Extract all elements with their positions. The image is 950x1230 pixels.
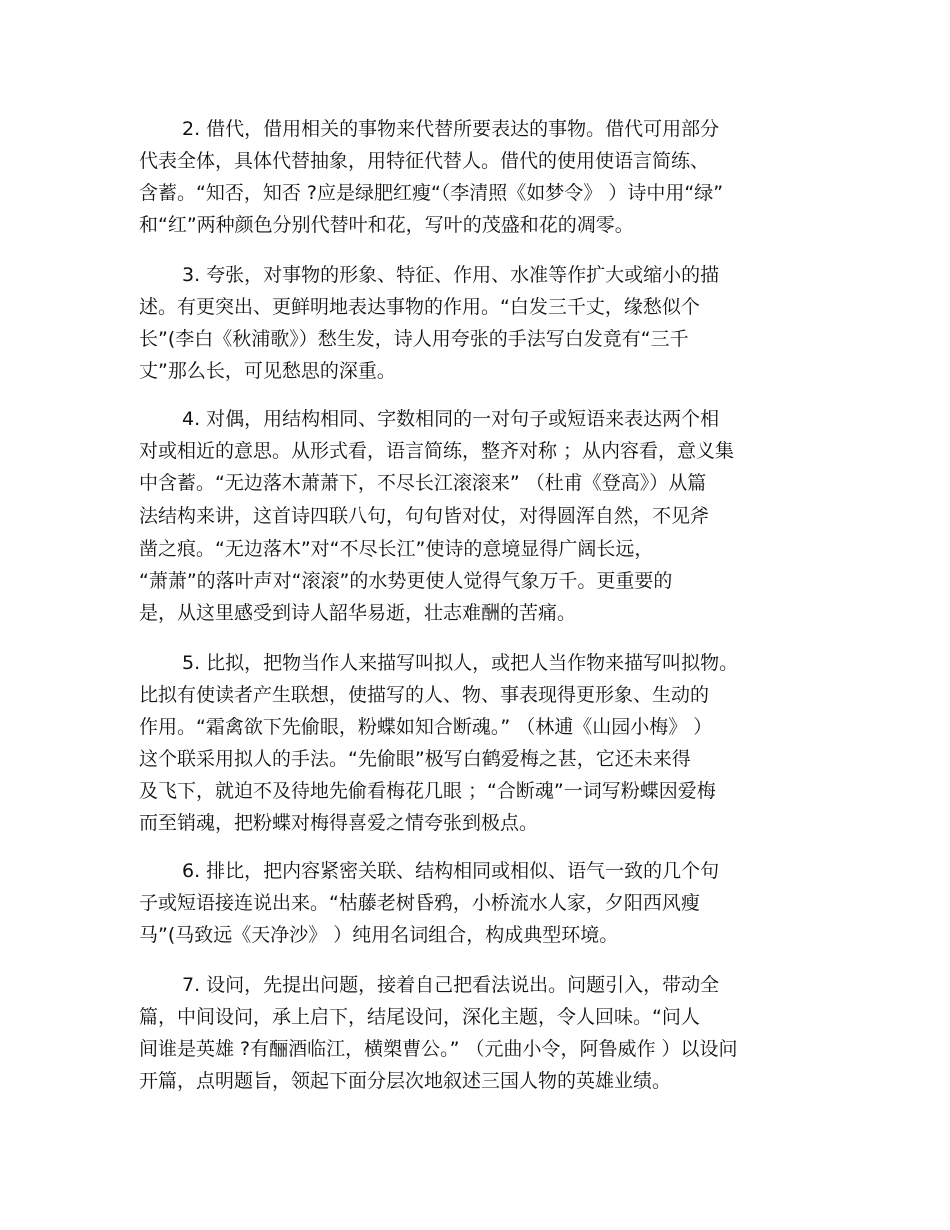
paragraph-line: 和“红”两种颜色分别代替叶和花，写叶的茂盛和花的凋零。 <box>139 214 634 236</box>
paragraph-line: 长”(李白《秋浦歌》）愁生发，诗人用夸张的手法写白发竟有“三千 <box>139 328 689 350</box>
paragraph-line: “萧萧”的落叶声对“滚滚”的水势更使人觉得气象万千。更重要的 <box>139 570 673 592</box>
paragraph-line: 这个联采用拟人的手法。“先偷眼”极写白鹤爱梅之甚，它还未来得 <box>139 748 691 770</box>
paragraph-line: 篇，中间设问，承上启下，结尾设问，深化主题，令人回味。“问人 <box>139 1006 700 1028</box>
paragraph-line: 含蓄。“知否，知否 ?应是绿肥红瘦“（李清照《如梦令》 ）诗中用“绿” <box>139 182 724 204</box>
paragraph-line: 述。有更突出、更鲜明地表达事物的作用。“白发三千丈，缘愁似个 <box>139 296 700 318</box>
paragraph-line: 法结构来讲，这首诗四联八句，句句皆对仗，对得圆浑自然，不见斧 <box>139 505 710 527</box>
paragraph-line: 对或相近的意思。从形式看，语言简练，整齐对称 ；从内容看，意义集 <box>139 440 735 462</box>
paragraph-line: 4. 对偶，用结构相同、字数相同的一对句子或短语来表达两个相 <box>182 408 720 430</box>
paragraph-line: 作用。“霜禽欲下先偷眼，粉蝶如知合断魂。” （林逋《山园小梅》 ） <box>139 716 713 738</box>
paragraph-line: 开篇，点明题旨，领起下面分层次地叙述三国人物的英雄业绩。 <box>139 1070 672 1092</box>
paragraph-line: 3. 夸张，对事物的形象、特征、作用、水准等作扩大或缩小的描 <box>182 264 720 286</box>
paragraph-line: 马”(马致远《天净沙》 ）纯用名词组合，构成典型环境。 <box>139 924 619 946</box>
paragraph-line: 2. 借代，借用相关的事物来代替所要表达的事物。借代可用部分 <box>182 118 720 140</box>
paragraph-line: 5. 比拟，把物当作人来描写叫拟人，或把人当作物来描写叫拟物。 <box>182 652 739 674</box>
paragraph-line: 凿之痕。“无边落木”对“不尽长江”使诗的意境显得广阔长远， <box>139 538 654 560</box>
paragraph-line: 丈”那么长，可见愁思的深重。 <box>139 360 396 382</box>
paragraph-line: 及飞下，就迫不及待地先偷看梅花几眼 ；“合断魂”一词写粉蝶因爱梅 <box>139 780 716 802</box>
paragraph-line: 代表全体，具体代替抽象，用特征代替人。借代的使用使语言简练、 <box>139 150 710 172</box>
paragraph-line: 6. 排比，把内容紧密关联、结构相同或相似、语气一致的几个句 <box>182 860 720 882</box>
paragraph-line: 间谁是英雄 ?有酾酒临江，横槊曹公。” （元曲小令，阿鲁威作 ）以设问 <box>139 1038 738 1060</box>
paragraph-line: 7. 设问，先提出问题，接着自己把看法说出。问题引入，带动全 <box>182 974 720 996</box>
paragraph-line: 比拟有使读者产生联想，使描写的人、物、事表现得更形象、生动的 <box>139 684 710 706</box>
paragraph-line: 子或短语接连说出来。“枯藤老树昏鸦，小桥流水人家，夕阳西风瘦 <box>139 892 700 914</box>
paragraph-line: 是，从这里感受到诗人韶华易逝，壮志难酬的苦痛。 <box>139 602 577 624</box>
paragraph-line: 中含蓄。“无边落木萧萧下，不尽长江滚滚来” （杜甫《登高》）从篇 <box>139 472 707 494</box>
paragraph-line: 而至销魂，把粉蝶对梅得喜爱之情夸张到极点。 <box>139 812 539 834</box>
